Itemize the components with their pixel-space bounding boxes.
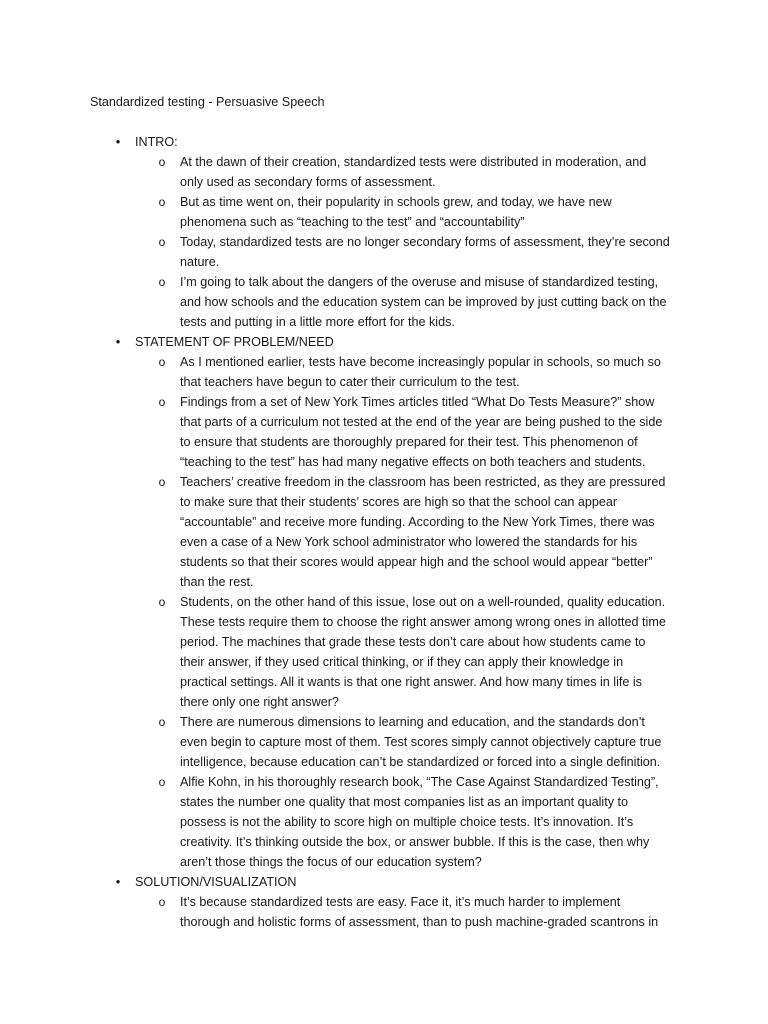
text-line: Students, on the other hand of this issue, lose out on a well-rounded, quality education. xyxy=(180,595,666,609)
item-text xyxy=(180,232,680,272)
text-line: even a case of a New York school administrator who lowered the standards for his xyxy=(180,535,638,549)
section-heading xyxy=(0,132,768,152)
text-line: “accountable” and receive more funding. According to the New York Times, there was xyxy=(180,515,655,529)
text-line: their answer, if they used critical thinking, or if they can apply their knowledge in xyxy=(180,655,624,669)
text-line: period. The machines that grade these tests don’t care about how students came to xyxy=(180,635,646,649)
text-line: than the rest. xyxy=(180,575,254,589)
text-line: only used as secondary forms of assessment. xyxy=(180,175,436,189)
text-line: tests and putting in a little more effort for the kids. xyxy=(180,315,455,329)
text-line: possess is not the ability to score high on multiple choice tests. It’s innovation. It’s xyxy=(180,815,634,829)
bullet-dot: • xyxy=(115,874,121,889)
text-line: there only one right answer? xyxy=(180,695,339,709)
text-line: aren’t those things the focus of our education system? xyxy=(180,855,482,869)
text-line: It’s because standardized tests are easy. Face it, it’s much harder to implement xyxy=(180,895,621,909)
sub-bullet: o xyxy=(158,715,166,729)
sub-bullet: o xyxy=(158,475,166,489)
sub-bullet: o xyxy=(158,595,166,609)
sub-bullet: o xyxy=(158,195,166,209)
sub-bullet: o xyxy=(158,275,166,289)
text-line: nature. xyxy=(180,255,220,269)
text-line: intelligence, because education can’t be standardized or forced into a single definition. xyxy=(180,755,661,769)
list-item xyxy=(0,772,768,872)
list-item xyxy=(0,472,768,592)
text-line: that teachers have begun to cater their curriculum to the test. xyxy=(180,375,520,389)
document-title: Standardized testing - Persuasive Speech xyxy=(90,95,325,109)
text-line: to make sure that their students’ scores are high so that the school can appear xyxy=(180,495,618,509)
text-line: These tests require them to choose the right answer among wrong ones in allotted time xyxy=(180,615,666,629)
outline-section xyxy=(0,132,768,332)
list-item xyxy=(0,892,768,932)
text-line: thorough and holistic forms of assessment, than to push machine-graded scantrons in xyxy=(180,915,659,929)
list-item xyxy=(0,152,768,192)
item-text xyxy=(180,772,680,872)
item-text xyxy=(180,592,680,712)
item-text xyxy=(180,892,680,932)
item-text xyxy=(180,712,680,772)
text-line: Alfie Kohn, in his thoroughly research book, “The Case Against Standardized Testing”, xyxy=(180,775,659,789)
item-text xyxy=(180,472,680,592)
text-line: that parts of a curriculum not tested at the end of the year are being pushed to the side xyxy=(180,415,663,429)
section-heading xyxy=(0,332,768,352)
text-line: practical settings. All it wants is that one right answer. And how many times in life is xyxy=(180,675,642,689)
section-label: INTRO: xyxy=(135,135,178,149)
item-text xyxy=(180,272,680,332)
text-line: At the dawn of their creation, standardized tests were distributed in moderation, and xyxy=(180,155,647,169)
list-item xyxy=(0,592,768,712)
text-line: Findings from a set of New York Times articles titled “What Do Tests Measure?” show xyxy=(180,395,655,409)
text-line: and how schools and the education system can be improved by just cutting back on the xyxy=(180,295,667,309)
list-item xyxy=(0,352,768,392)
outline-section xyxy=(0,872,768,932)
sub-bullet: o xyxy=(158,355,166,369)
sub-bullet: o xyxy=(158,155,166,169)
list-item xyxy=(0,712,768,772)
section-label: SOLUTION/VISUALIZATION xyxy=(135,875,297,889)
section-heading xyxy=(0,872,768,892)
text-line: I’m going to talk about the dangers of the overuse and misuse of standardized testing, xyxy=(180,275,659,289)
sub-bullet: o xyxy=(158,235,166,249)
list-item xyxy=(0,392,768,472)
text-line: There are numerous dimensions to learning and education, and the standards don’t xyxy=(180,715,645,729)
item-text xyxy=(180,152,680,192)
outline-section xyxy=(0,332,768,872)
text-line: phenomena such as “teaching to the test” and “accountability” xyxy=(180,215,525,229)
sub-bullet: o xyxy=(158,775,166,789)
bullet-dot: • xyxy=(115,334,121,349)
text-line: Teachers’ creative freedom in the classroom has been restricted, as they are pressured xyxy=(180,475,666,489)
sub-bullet: o xyxy=(158,395,166,409)
bullet-dot: • xyxy=(115,134,121,149)
list-item xyxy=(0,192,768,232)
text-line: even begin to capture most of them. Test scores simply cannot objectively capture true xyxy=(180,735,662,749)
section-label: STATEMENT OF PROBLEM/NEED xyxy=(135,335,334,349)
text-line: creativity. It’s thinking outside the box, or answer bubble. If this is the case, then why xyxy=(180,835,650,849)
text-line: to ensure that students are thoroughly prepared for their test. This phenomenon of xyxy=(180,435,638,449)
list-item xyxy=(0,272,768,332)
text-line: As I mentioned earlier, tests have become increasingly popular in schools, so much so xyxy=(180,355,661,369)
item-text xyxy=(180,352,680,392)
list-item xyxy=(0,232,768,272)
text-line: Today, standardized tests are no longer secondary forms of assessment, they’re second xyxy=(180,235,670,249)
text-line: “teaching to the test” has had many negative effects on both teachers and students. xyxy=(180,455,646,469)
text-line: states the number one quality that most companies list as an important quality to xyxy=(180,795,629,809)
text-line: But as time went on, their popularity in schools grew, and today, we have new xyxy=(180,195,612,209)
sub-bullet: o xyxy=(158,895,166,909)
text-line: students so that their scores would appear high and the school would appear “better” xyxy=(180,555,653,569)
item-text xyxy=(180,192,680,232)
item-text xyxy=(180,392,680,472)
